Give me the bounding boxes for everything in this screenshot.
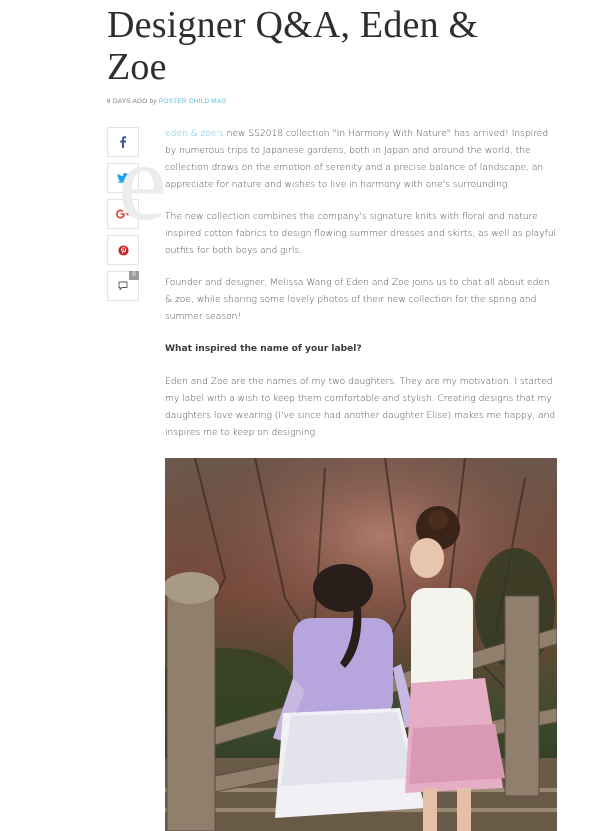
pinterest-share-button[interactable] [107,235,139,265]
comment-icon [118,281,128,291]
post-date: 6 DAYS AGO [107,98,148,105]
article-photo [165,458,557,831]
intro-text: new SS2018 collection "In Harmony With Nature" has arrived! Inspired by numerous trips to Japanese gardens, both in Japan and around the world, the collection draws on the emotion of serenity and a precise balance of landscape, an appreciate for nature and wishes to live in harmony with one's surrounding. [165,129,549,190]
question-heading: What inspired the name of your label? [165,344,362,354]
comment-count-badge: 0 [129,271,139,280]
answer-paragraph: Eden and Zoe are the names of my two daughters. They are my motivation. I started my label with a wish to keep them comfortable and stylish. Creating designs that my daughters love wearing (I've since had another daughter Elise) makes me happy, and inspires me to keep on designing. [165,377,556,438]
brand-link[interactable]: eden & zoe's [165,129,224,139]
comments-button[interactable] [107,271,139,301]
article-title: Designer Q&A, Eden & Zoe [107,4,479,88]
author-link[interactable]: POSTER CHILD MAG [158,98,227,105]
intro-paragraph [165,126,557,194]
paragraph-collection: The new collection combines the company's signature knits with floral and nature inspired cotton fabrics to design flowing summer dresses and skirts, as well as playful outfits for both boys and girls. [165,212,557,256]
article-body [165,126,557,457]
pinterest-icon [118,245,129,256]
article-meta [107,98,227,105]
drop-cap-watermark: e [118,135,167,230]
paragraph-founder: Founder and designer, Melissa Wang of Eden and Zoe joins us to chat all about eden & zoe, while sharing some lovely photos of their new collection for the spring and summer season! [165,278,550,322]
by-label: by [149,98,157,105]
